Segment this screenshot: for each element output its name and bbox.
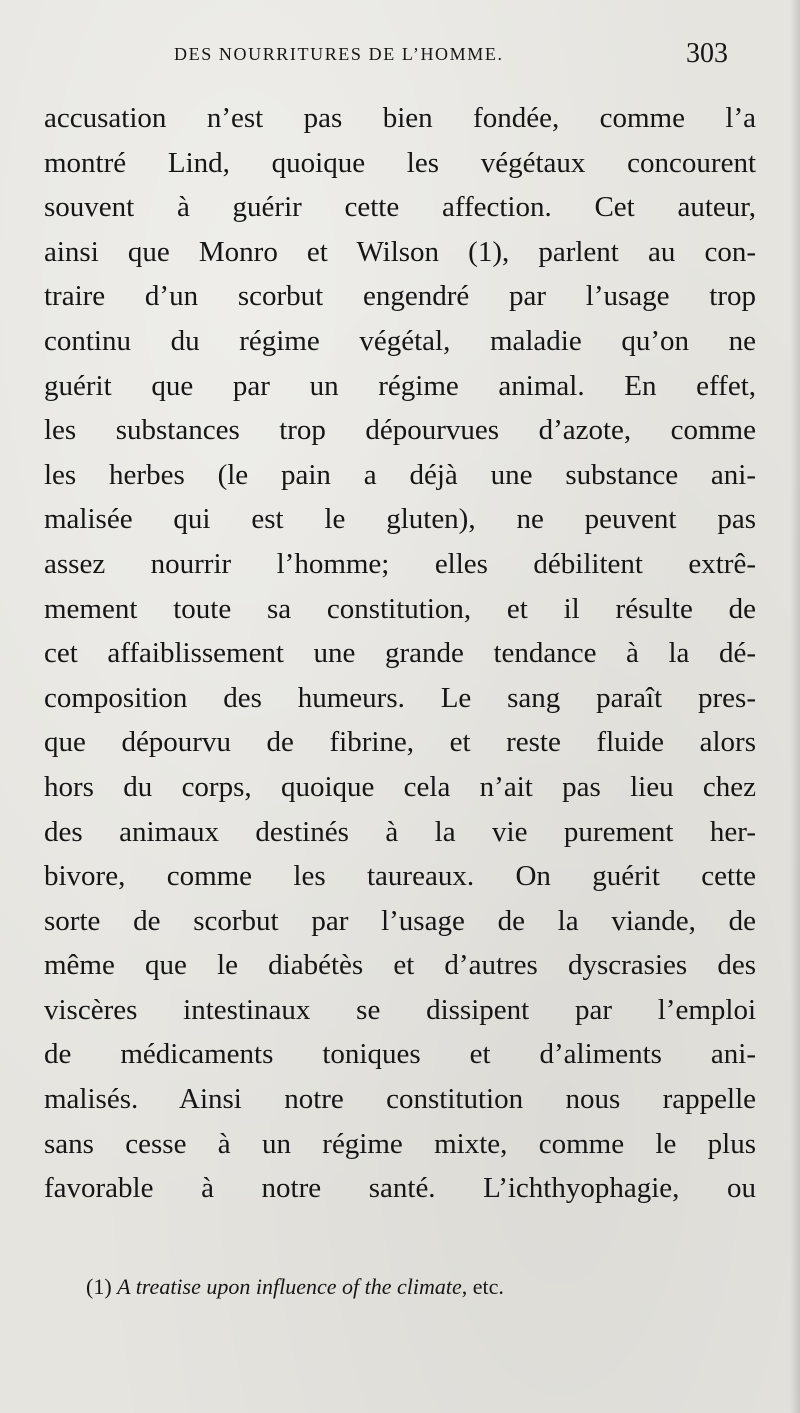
footnote-tail: , etc. [461,1274,504,1299]
footnote-marker: (1) [86,1274,112,1299]
text-line: guérit que par un régime animal. En effet, [44,369,756,402]
body-text [44,96,756,1211]
text-line: traire d’un scorbut engendré par l’usage trop [44,280,756,313]
text-line: montré Lind, quoique les végétaux concourent [44,146,756,179]
text-line: sorte de scorbut par l’usage de la viande, de [44,904,756,937]
running-title: DES NOURRITURES DE L’HOMME. [174,44,504,64]
text-line: composition des humeurs. Le sang paraît pres- [44,681,756,714]
text-line: malisés. Ainsi notre constitution nous rappelle [44,1083,756,1116]
footnote-title: A treatise upon influence of the climate [117,1274,462,1299]
text-line: les substances trop dépourvues d’azote, comme [44,414,756,447]
page-number: 303 [686,38,728,69]
text-line: accusation n’est pas bien fondée, comme l’a [44,102,756,134]
text-line: mement toute sa constitution, et il résulte de [44,592,756,625]
text-line: favorable à notre santé. L’ichthyophagie, ou [44,1172,756,1205]
text-line: hors du corps, quoique cela n’ait pas lieu chez [44,770,756,803]
text-line: assez nourrir l’homme; elles débilitent extrê- [44,547,756,580]
text-line: viscères intestinaux se dissipent par l’emploi [44,993,756,1026]
text-line: les herbes (le pain a déjà une substance ani- [44,458,756,491]
text-line: bivore, comme les taureaux. On guérit cette [44,860,756,893]
page-edge-shadow [790,0,800,1413]
text-line: des animaux destinés à la vie purement her- [44,815,756,848]
text-line: souvent à guérir cette affection. Cet auteur, [44,191,756,224]
text-line: sans cesse à un régime mixte, comme le plus [44,1127,756,1160]
text-line: cet affaiblissement une grande tendance à la dé- [44,637,756,670]
text-line: même que le diabétès et d’autres dyscrasies des [44,949,756,982]
footnote [86,1274,706,1300]
text-line: de médicaments toniques et d’aliments ani- [44,1038,756,1071]
text-line: malisée qui est le gluten), ne peuvent pas [44,503,756,536]
text-line: continu du régime végétal, maladie qu’on ne [44,324,756,357]
text-line: que dépourvu de fibrine, et reste fluide alors [44,726,756,759]
text-line: ainsi que Monro et Wilson (1), parlent au con- [44,235,756,268]
